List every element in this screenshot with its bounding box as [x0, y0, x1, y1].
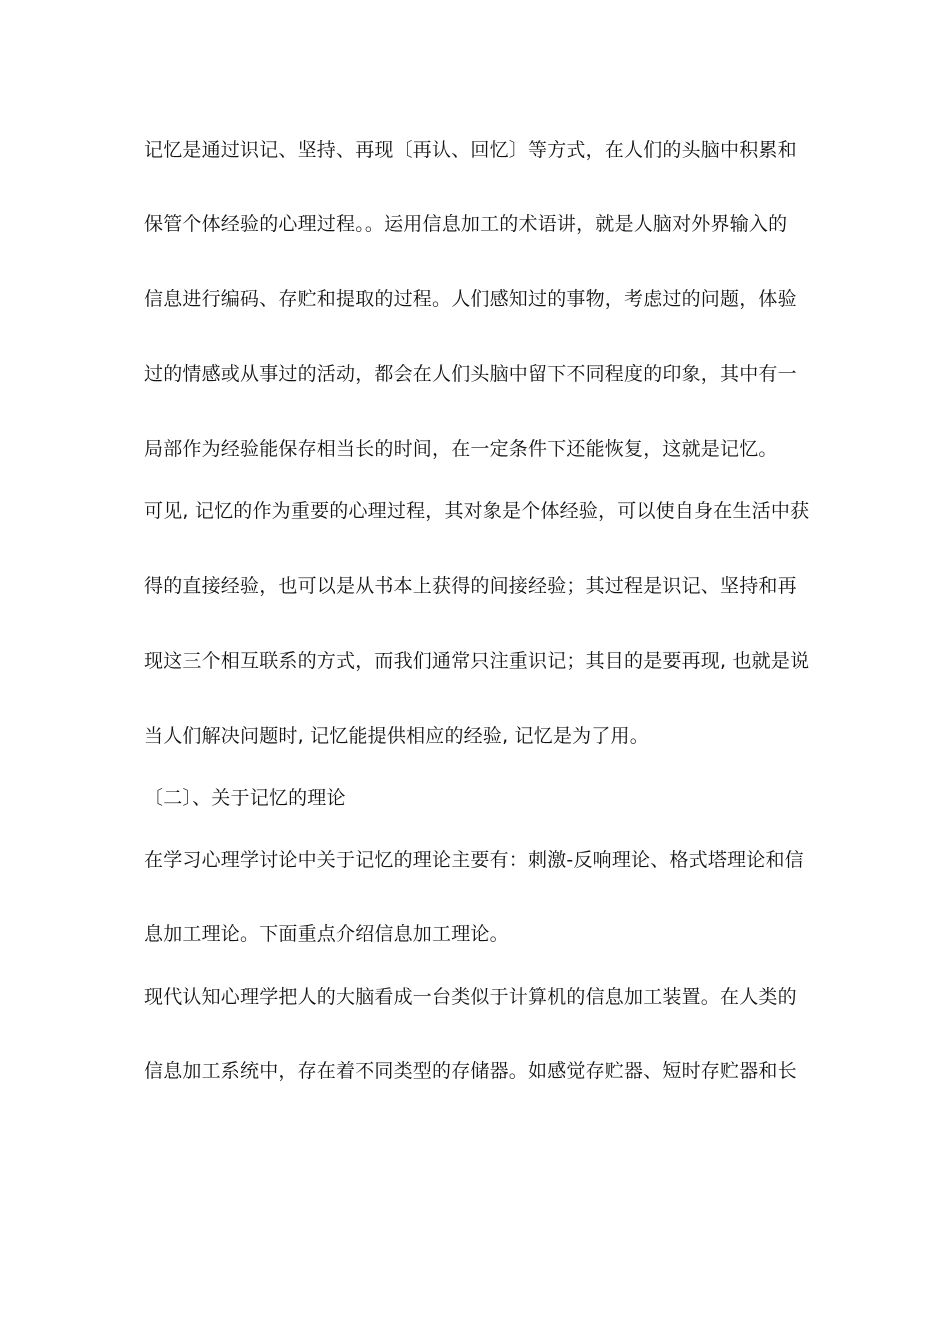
- text-line: 当人们解决问题时, 记忆能提供相应的经验, 记忆是为了用。: [144, 725, 649, 747]
- text-line: 信息加工系统中，存在着不同类型的存储器。如感觉存贮器、短时存贮器和长: [144, 1060, 797, 1082]
- text-line: 得的直接经验，也可以是从书本上获得的间接经验；其过程是识记、坚持和再: [144, 575, 797, 597]
- text-line: 息加工理论。下面重点介绍信息加工理论。: [144, 923, 509, 945]
- text-line: 信息进行编码、存贮和提取的过程。人们感知过的事物，考虑过的问题，体验: [144, 288, 797, 310]
- text-line: 局部作为经验能保存相当长的时间，在一定条件下还能恢复，这就是记忆。: [144, 438, 778, 460]
- text-line: 保管个体经验的心理过程。。运用信息加工的术语讲，就是人脑对外界输入的: [144, 213, 788, 235]
- text-line: 过的情感或从事过的活动，都会在人们头脑中留下不同程度的印象，其中有一: [144, 363, 797, 385]
- text-line: 在学习心理学讨论中关于记忆的理论主要有：刺激-反响理论、格式塔理论和信: [144, 849, 804, 871]
- text-line: 现这三个相互联系的方式，而我们通常只注重识记；其目的是要再现, 也就是说: [144, 650, 810, 672]
- section-heading: 〔二〕、关于记忆的理论: [144, 787, 346, 809]
- text-line: 可见, 记忆的作为重要的心理过程，其对象是个体经验，可以使自身在生活中获: [144, 500, 810, 522]
- text-line: 现代认知心理学把人的大脑看成一台类似于计算机的信息加工装置。在人类的: [144, 986, 797, 1008]
- text-line: 记忆是通过识记、坚持、再现〔再认、回忆〕等方式，在人们的头脑中积累和: [144, 139, 797, 161]
